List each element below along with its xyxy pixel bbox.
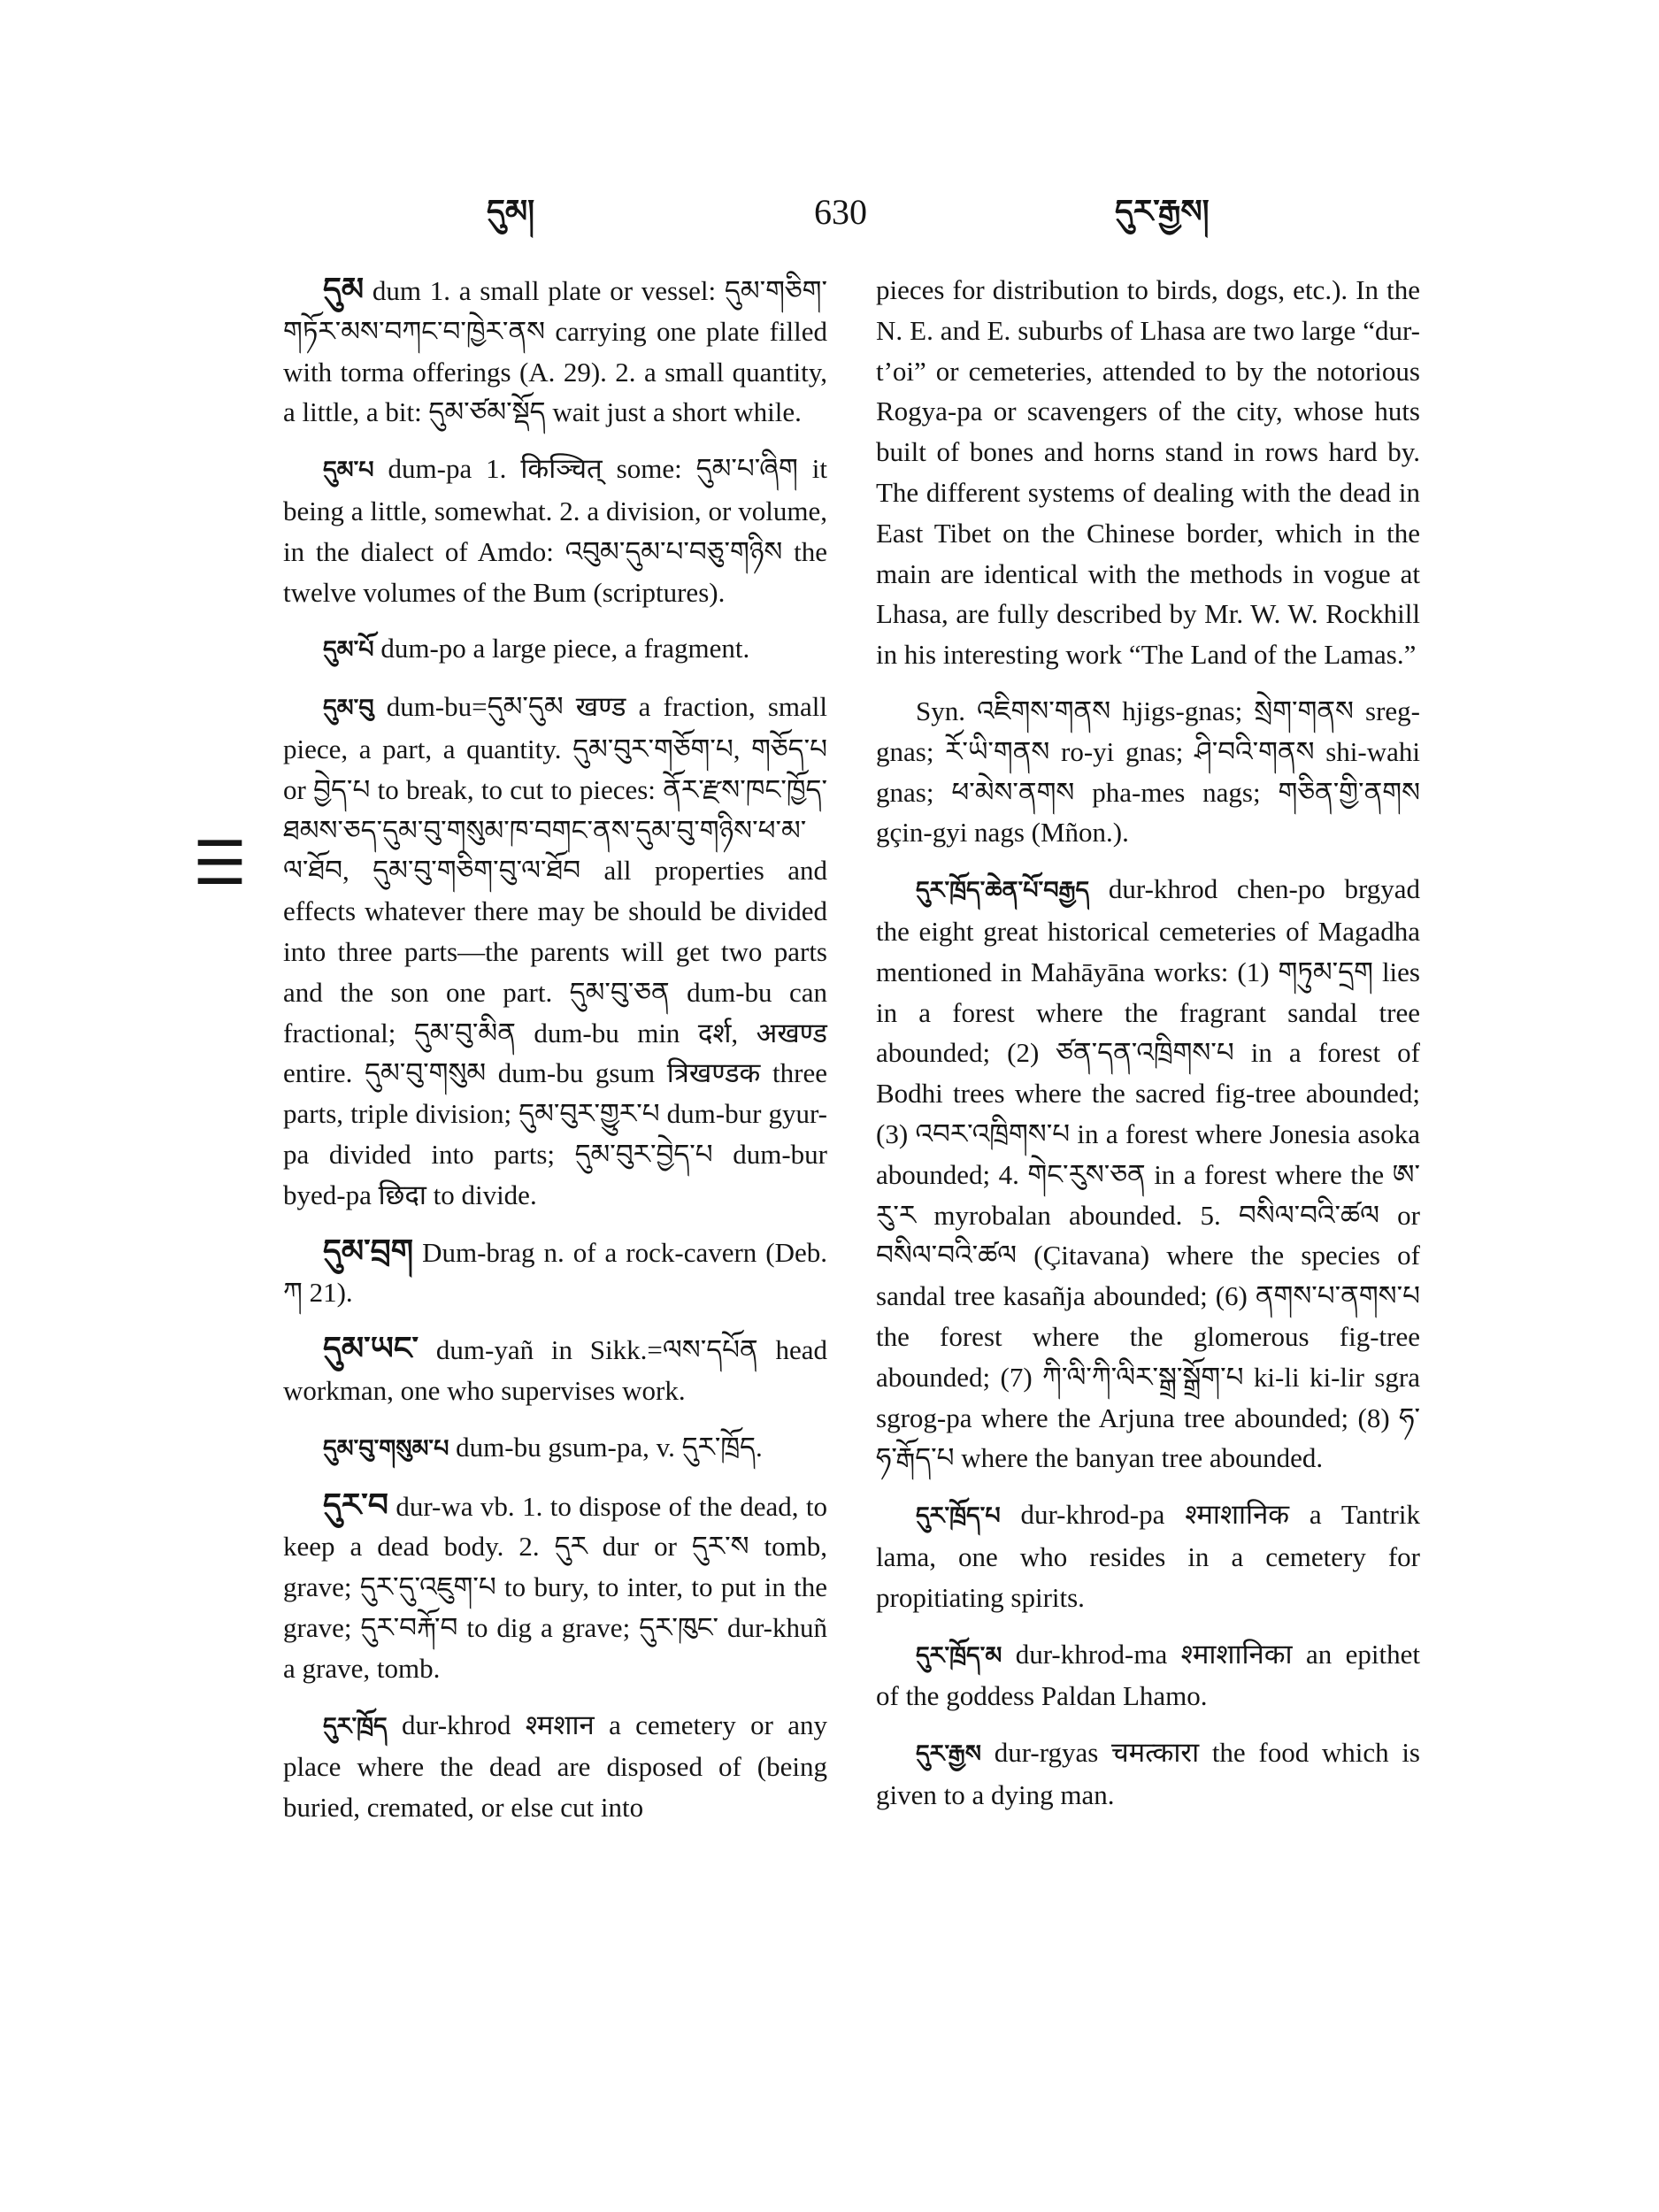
right-column <box>876 270 1420 1832</box>
entry-dur-wa <box>283 1486 827 1689</box>
headword-tibetan: དུམ་པོ <box>323 636 374 664</box>
headword-tibetan: དུམ་ཡང་ <box>323 1331 419 1368</box>
entry-text: Dum-brag n. of a rock-cavern (Deb. ཀ 21). <box>283 1236 828 1309</box>
entry-dur-khrod-continued <box>876 270 1420 675</box>
headword-tibetan: དུར་ཁྲོད་མ <box>916 1641 1002 1670</box>
entry-text: dur-khrod-pa श्माशानिक a Tantrik lama, one who resides in a cemetery for propitiating spirits. <box>876 1499 1420 1613</box>
entry-text: dur-khrod श्मशान a cemetery or any place where the dead are disposed of (being buried, cremated, or else cut into <box>283 1709 827 1824</box>
header-left-guideword: དུམ། <box>487 194 535 230</box>
entry-dur-khrod-chen-po <box>876 869 1420 1479</box>
page-header <box>274 193 1425 246</box>
entry-text: pieces for distribution to birds, dogs, etc.). In the N. E. and E. suburbs of Lhasa are two large “dur-t’oi” or cemeteries, attended to by the notorious Rogya-pa or scavengers of the city, whose huts built of bones and horns stand in rows hard by. The different systems of dealing with the dead in East Tibet on the Chinese border, which in the main are identical with the methods in vogue at Lhasa, are fully described by Mr. W. W. Rockhill in his interesting work “The Land of the Lamas.” <box>876 274 1420 671</box>
entry-dum <box>283 270 827 433</box>
entry-text: dur-khrod chen-po brgyad the eight great historical cemeteries of Magadha mentioned in Mahāyāna works: (1) གཏུམ་དྲག lies in a forest where the fragrant sandal tree abounded; (2) ཙན་དན་འཁྲིགས་པ in a forest of Bodhi trees where the sacred fig-tree abounded; (3) འབར་འཁྲིགས་པ in a forest where Jonesia asoka abounded; 4. གེང་རུས་ཅན in a forest where the ཨ་རུ་ར myrobalan abounded. 5. བསིལ་བའི་ཚལ or བསིལ་བའི་ཚལ (Çitavana) where the species of sandal tree kasañja abounded; (6) ནགས་པ་ནགས་པ the forest where the glomerous fig-tree abounded; (7) ཀི་ལི་ཀི་ལིར་སྒྲ་སྒྲོག་པ ki-li ki-lir sgra sgrog-pa where the Arjuna tree abounded; (8) ཧ་ཧ་རྒོད་པ where the banyan tree abounded. <box>876 873 1421 1474</box>
entry-text: dum-bu=དུམ་དུམ खण्ड a fraction, small piece, a part, a quantity. དུམ་བུར་གཅོག་པ, གཅོད་པ or བྱེད་པ to break, to cut to pieces: ནོར་རྫས་ཁང་ཁྱོད་ཐམས་ཅད་དུམ་བུ་གསུམ་ཁ་བགང་ནས་དུམ་བུ་གཉིས་ཕ་མ་ལ་ཐོབ, དུམ་བུ་གཅིག་བུ་ལ་ཐོབ all properties and effects whatever there may be should be divided into three parts—the parents will get two parts and the son one part. དུམ་བུ་ཅན dum-bu can fractional; དུམ་བུ་མིན dum-bu min दर्श, अखण्ड entire. དུམ་བུ་གསུམ dum-bu gsum त्रिखण्डक three parts, triple division; དུམ་བུར་གྱུར་པ dum-bur gyur-pa divided into parts; དུམ་བུར་བྱེད་པ dum-bur byed-pa छिदा to divide. <box>283 691 827 1210</box>
entry-dur-khrod-ma <box>876 1634 1420 1717</box>
headword-tibetan: དུར་ཁྲོད་པ <box>916 1502 1001 1531</box>
headword-tibetan: དུར་བ <box>323 1486 388 1524</box>
headword-tibetan: དུམ <box>323 272 365 308</box>
headword-tibetan: དུམ་པ <box>323 457 374 485</box>
entry-dum-bu <box>283 687 827 1215</box>
entry-text: dum-yañ in Sikk.=ལས་དཔོན head workman, one who supervises work. <box>283 1334 828 1406</box>
entry-text: dum-po a large piece, a fragment. <box>380 633 750 664</box>
headword-tibetan: དུར་རྒྱས <box>916 1740 982 1769</box>
entry-text: dur-khrod-ma श्माशानिका an epithet of the goddess Paldan Lhamo. <box>876 1638 1420 1712</box>
entry-dum-bu-gsum-pa <box>283 1427 827 1470</box>
entry-dum-po <box>283 628 827 671</box>
entry-text: dum 1. a small plate or vessel: དུམ་གཅིག་གཏོར་མས་བཀང་བ་ཁྱེར་ནས carrying one plate filled with torma offerings (A. 29). 2. a small quantity, a little, a bit: དུམ་ཙམ་སྡོད wait just a short while. <box>283 275 827 428</box>
page-number: 630 <box>814 192 867 232</box>
entry-text: dum-bu gsum-pa, v. དུར་ཁྲོད. <box>456 1431 763 1463</box>
entry-dur-rgyas <box>876 1732 1420 1816</box>
header-right-guideword: དུར་རྒྱས། <box>1115 194 1210 230</box>
margin-ornament-icon: ☰ <box>193 830 245 897</box>
entry-dur-khrod-pa <box>876 1494 1420 1617</box>
headword-tibetan: དུར་ཁྲོད <box>323 1712 388 1740</box>
left-column <box>283 270 827 1844</box>
entry-dum-pa <box>283 449 827 612</box>
entry-dur-khrod <box>283 1705 827 1828</box>
headword-tibetan: དུམ་བུ <box>323 695 374 723</box>
headword-tibetan: དུམ་བྲག <box>323 1233 414 1270</box>
entry-dum-brag <box>283 1232 827 1314</box>
entry-dum-yan <box>283 1329 827 1411</box>
entry-text: dur-rgyas चमत्कारा the food which is given to a dying man. <box>876 1737 1420 1810</box>
headword-tibetan: དུར་ཁྲོད་ཆེན་པོ་བརྒྱད <box>916 877 1090 905</box>
entry-text: Syn. འཇིགས་གནས hjigs-gnas; སྲེག་གནས sreg-gnas; རོ་ཡི་གནས ro-yi gnas; ཤི་བའི་གནས shi-wahi gnas; ཕ་མེས་ནགས pha-mes nags; གཅིན་གྱི་ནགས gçin-gyi nags (Mñon.). <box>876 695 1420 849</box>
entry-synonyms <box>876 691 1420 853</box>
entry-text: dur-wa vb. 1. to dispose of the dead, to keep a dead body. 2. དུར dur or དུར་ས tomb, grave; དུར་དུ་འཇུག་པ to bury, to inter, to put in the grave; དུར་བརྐོ་བ to dig a grave; དུར་ཁུང་ dur-khuñ a grave, tomb. <box>283 1490 827 1684</box>
entry-text: dum-pa 1. किञ्चित् some: དུམ་པ་ཞིག it being a little, somewhat. 2. a division, or volume, in the dialect of Amdo: འབུམ་དུམ་པ་བཅུ་གཉིས the twelve volumes of the Bum (scriptures). <box>283 453 828 608</box>
headword-tibetan: དུམ་བུ་གསུམ་པ <box>323 1434 449 1463</box>
